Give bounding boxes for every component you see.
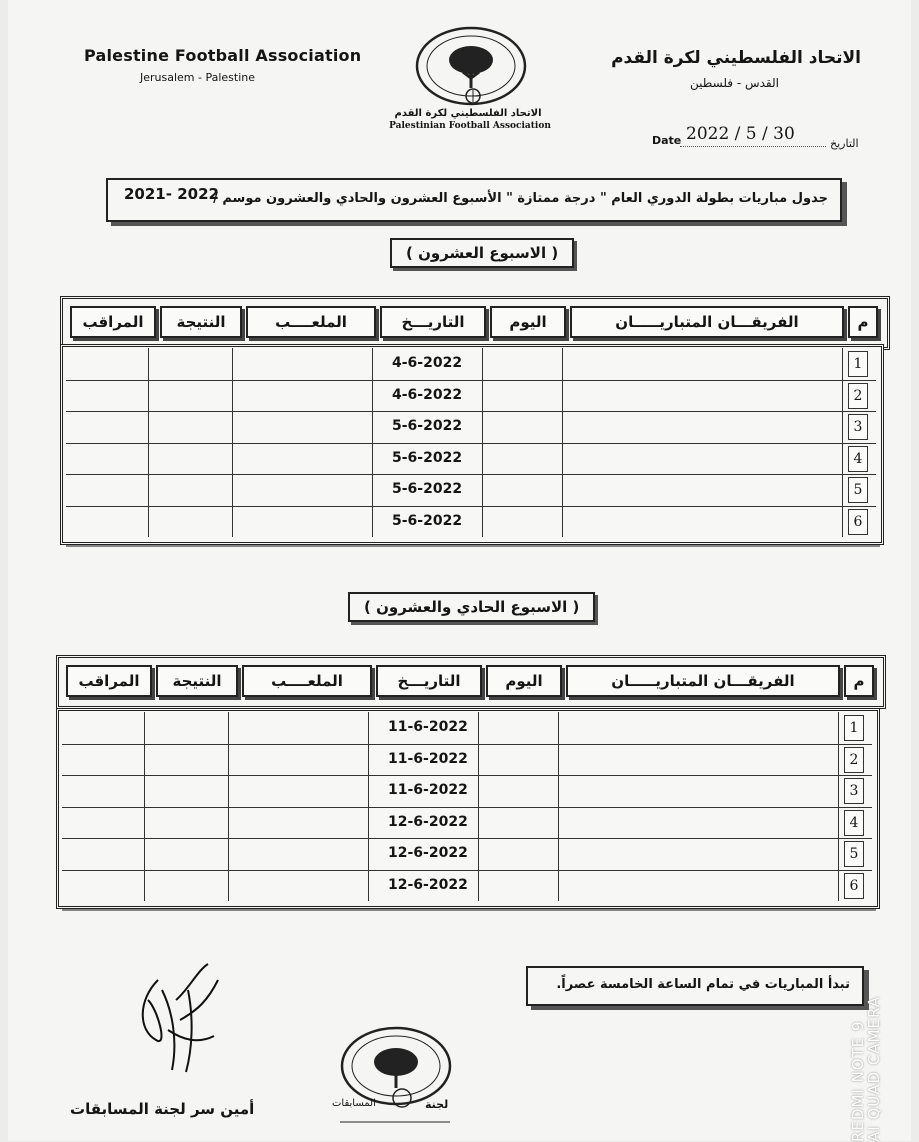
match-date: 4-6-2022 bbox=[392, 355, 463, 371]
match-observer bbox=[66, 775, 140, 805]
match-result bbox=[156, 775, 226, 805]
match-result bbox=[156, 744, 226, 774]
match-observer bbox=[70, 411, 144, 441]
match-observer bbox=[70, 443, 144, 473]
row-number: 4 bbox=[848, 446, 868, 472]
date-label-en: Date bbox=[652, 134, 682, 147]
date-label-ar: التاريخ bbox=[830, 137, 859, 150]
match-observer bbox=[70, 474, 144, 504]
match-date: 4-6-2022 bbox=[392, 386, 463, 403]
column-header-teams: الفريقـــان المتباريـــــان bbox=[566, 665, 840, 697]
match-result bbox=[156, 807, 226, 837]
row-number: 1 bbox=[844, 715, 864, 741]
column-header-result: النتيجة bbox=[156, 665, 238, 697]
match-observer bbox=[66, 838, 140, 868]
row-number: 5 bbox=[844, 841, 864, 867]
column-header-num: م bbox=[848, 306, 878, 338]
row-number: 6 bbox=[848, 509, 868, 535]
column-header-teams: الفريقـــان المتباريـــــان bbox=[570, 306, 844, 338]
row-number: 2 bbox=[844, 747, 864, 773]
column-header-num: م bbox=[844, 665, 874, 697]
association-location-ar: القدس - فلسطين bbox=[690, 76, 779, 90]
column-header-date: التاريـــخ bbox=[376, 665, 482, 697]
logo-caption-ar: الاتحاد الفلسطيني لكرة القدم bbox=[394, 108, 542, 119]
column-header-result: النتيجة bbox=[160, 306, 242, 338]
season-years: 2021- 2022 bbox=[124, 185, 219, 203]
match-date: 12-6-2022 bbox=[388, 813, 468, 830]
watermark-line-2: AI QUAD CAMERA bbox=[865, 995, 883, 1142]
week-21-label: ( الاسبوع الحادي والعشرون ) bbox=[348, 592, 595, 622]
stamp-caption-committee: لجنة bbox=[425, 1098, 449, 1111]
match-observer bbox=[70, 348, 144, 378]
match-date: 12-6-2022 bbox=[388, 845, 468, 861]
start-time-note-box bbox=[526, 966, 864, 1006]
watermark-line-1: REDMI NOTE 9 bbox=[849, 1020, 867, 1142]
association-name-en: Palestine Football Association bbox=[84, 46, 362, 65]
association-location-en: Jerusalem - Palestine bbox=[140, 71, 256, 84]
schedule-title: جدول مباريات بطولة الدوري العام " درجة ممتازة " الأسبوع العشرون والحادي والعشرون موسم / bbox=[213, 191, 828, 206]
schedule-title-box bbox=[106, 178, 842, 222]
match-date: 5-6-2022 bbox=[392, 449, 463, 466]
column-header-date: التاريـــخ bbox=[380, 306, 486, 338]
column-header-observer: المراقب bbox=[70, 306, 156, 338]
match-result bbox=[160, 443, 230, 473]
document-date: 2022 / 5 / 30 bbox=[686, 124, 795, 144]
match-date: 12-6-2022 bbox=[388, 876, 468, 893]
match-date: 5-6-2022 bbox=[392, 512, 463, 529]
match-result bbox=[160, 506, 230, 536]
row-number: 1 bbox=[848, 351, 868, 377]
match-result bbox=[160, 411, 230, 441]
match-observer bbox=[66, 744, 140, 774]
match-date: 11-6-2022 bbox=[388, 719, 468, 735]
match-observer bbox=[66, 870, 140, 900]
column-header-day: اليوم bbox=[490, 306, 566, 338]
match-result bbox=[160, 348, 230, 378]
date-underline bbox=[680, 146, 826, 147]
row-number: 3 bbox=[844, 778, 864, 804]
logo-caption-en: Palestinian Football Association bbox=[389, 121, 551, 131]
week-20-label: ( الاسبوع العشرون ) bbox=[390, 238, 574, 268]
match-result bbox=[156, 712, 226, 742]
match-result bbox=[156, 870, 226, 900]
match-observer bbox=[70, 506, 144, 536]
match-result bbox=[160, 474, 230, 504]
match-observer bbox=[70, 380, 144, 410]
column-header-observer: المراقب bbox=[66, 665, 152, 697]
column-header-day: اليوم bbox=[486, 665, 562, 697]
start-time-note: تبدأ المباريات في تمام الساعة الخامسة عصراً. bbox=[556, 977, 850, 992]
stamp-caption-competitions: المسابقات bbox=[332, 1098, 376, 1109]
match-date: 11-6-2022 bbox=[388, 750, 468, 767]
row-number: 2 bbox=[848, 383, 868, 409]
match-date: 11-6-2022 bbox=[388, 782, 468, 798]
camera-watermark bbox=[849, 962, 883, 1142]
competitions-committee-stamp bbox=[330, 1022, 460, 1134]
row-number: 4 bbox=[844, 810, 864, 836]
row-number: 5 bbox=[848, 477, 868, 503]
row-number: 3 bbox=[848, 414, 868, 440]
match-result bbox=[156, 838, 226, 868]
row-number: 6 bbox=[844, 873, 864, 899]
handwritten-signature bbox=[128, 960, 238, 1080]
association-logo bbox=[415, 26, 527, 112]
match-observer bbox=[66, 807, 140, 837]
association-name-ar: الاتحاد الفلسطيني لكرة القدم bbox=[611, 48, 861, 68]
column-header-stadium: الملعــــب bbox=[242, 665, 372, 697]
signatory-title: أمين سر لجنة المسابقات bbox=[70, 1100, 255, 1118]
match-result bbox=[160, 380, 230, 410]
match-date: 5-6-2022 bbox=[392, 481, 463, 497]
column-header-stadium: الملعــــب bbox=[246, 306, 376, 338]
match-observer bbox=[66, 712, 140, 742]
match-date: 5-6-2022 bbox=[392, 418, 463, 434]
